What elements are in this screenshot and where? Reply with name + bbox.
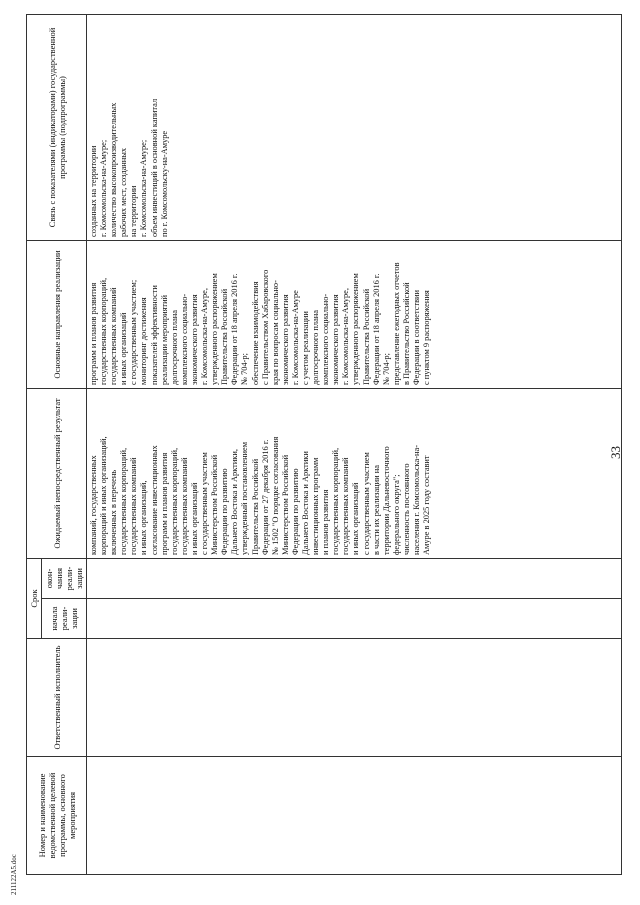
result-line: и иных организаций <box>189 482 199 555</box>
result-line: и планов развития <box>321 489 331 555</box>
result-line: и иных организаций, <box>139 480 149 555</box>
direction-line: края по вопросам социально- <box>270 280 280 385</box>
cell-result <box>87 389 622 559</box>
page-number: 33 <box>608 446 623 459</box>
direction-line: с государственным участием; <box>129 279 139 385</box>
table-header-row <box>27 15 42 875</box>
direction-line: Федерации от 18 апреля 2016 г. <box>371 273 381 385</box>
direction-line: государственных корпораций, <box>99 277 109 385</box>
result-line: Федерации по развитию <box>220 468 230 555</box>
result-line: и иных организаций <box>351 482 361 555</box>
direction-line: Федерации от 18 апреля 2016 г. <box>230 273 240 385</box>
direction-line: с учетом реализации <box>300 311 310 385</box>
direction-line: долгосрочного плана <box>311 310 321 385</box>
indicator-line: на территории <box>129 185 139 237</box>
result-line: государственных корпораций, <box>169 447 179 555</box>
direction-line: с Правительством Хабаровского <box>260 269 270 385</box>
result-line: государственных компаний <box>179 457 189 555</box>
result-line: государственных компаний <box>341 457 351 555</box>
result-line: с государственным участием <box>200 452 210 555</box>
direction-line: № 704-р; <box>240 353 250 385</box>
header-indicators: Связь с показателями (индикаторами) государственной программы (подпрограммы) <box>27 15 87 241</box>
direction-line: долгосрочного плана <box>169 310 179 385</box>
result-line: численность постоянного <box>401 463 411 555</box>
indicator-line: по г. Комсомольску-на-Амуре <box>159 130 169 237</box>
result-line: Амуре в 2025 году составит <box>422 455 432 555</box>
result-line: Федерации по развитию <box>290 468 300 555</box>
direction-line: № 704-р; <box>381 353 391 385</box>
header-term: Срок <box>27 559 42 639</box>
direction-line: обеспечение взаимодействия <box>250 281 260 385</box>
direction-line: экономического развития <box>280 294 290 385</box>
result-line: Федерации от 27 декабря 2016 г. <box>260 439 270 555</box>
direction-line: мониторинг достижения <box>139 297 149 385</box>
cell-number-name <box>87 757 622 875</box>
direction-line: экономического развития <box>331 294 341 385</box>
result-line: государственных корпораций, <box>119 447 129 555</box>
direction-line: программ и планов развития <box>89 282 98 385</box>
result-line: территории Дальневосточного <box>381 446 391 555</box>
indicator-line: г. Комсомольска-на-Амуре; <box>139 139 149 237</box>
header-executor: Ответственный исполнитель <box>27 639 87 757</box>
table-row <box>87 15 622 875</box>
direction-line: г. Комсомольска-на-Амуре, <box>341 288 351 385</box>
result-line: Дальнего Востока и Арктики, <box>230 449 240 555</box>
result-line: программ и планов развития <box>159 452 169 555</box>
cell-term-end <box>87 559 622 599</box>
result-line: Министерством Российской <box>210 454 220 555</box>
direction-line: экономического развития <box>189 294 199 385</box>
result-line: государственных компаний <box>129 457 139 555</box>
direction-line: утвержденного распоряжением <box>210 273 220 385</box>
direction-line: утвержденного распоряжением <box>351 273 361 385</box>
program-table <box>26 14 622 875</box>
direction-line: Федерации в соответствии <box>412 289 421 385</box>
direction-line: Правительства Российской <box>361 288 371 385</box>
result-line: федерального округа"; <box>391 474 401 555</box>
result-line: корпораций и иных организаций, <box>99 436 109 555</box>
direction-line: Правительства Российской <box>220 288 230 385</box>
result-line: инвестиционных программ <box>311 457 321 555</box>
result-line: № 1502 "О порядке согласования <box>270 436 280 555</box>
direction-line: в Правительство Российской <box>401 282 411 385</box>
document-code: 211122А5.doc <box>10 854 18 895</box>
result-line: Министерством Российской <box>280 454 290 555</box>
direction-line: г. Комсомольска-на-Амуре <box>290 290 300 385</box>
result-line: согласование инвестиционных <box>149 445 159 555</box>
header-term-end: окон-чания реали-зации <box>42 559 87 599</box>
direction-line: и иных организаций <box>119 312 129 385</box>
indicator-line: г. Комсомольска-на-Амуре; <box>99 139 109 237</box>
header-result: Ожидаемый непосредственный результат <box>27 389 87 559</box>
direction-line: г. Комсомольска-на-Амуре, <box>200 288 210 385</box>
direction-line: представление ежегодных отчетов <box>391 262 401 385</box>
result-line: населения г. Комсомольска-на- <box>412 445 421 555</box>
direction-line: комплексного социально- <box>179 293 189 385</box>
direction-line: с пунктом 9 распоряжения <box>422 290 432 385</box>
cell-directions <box>87 241 622 389</box>
header-number-name: Номер и наименование ведомственной целевой программы, основного мероприятия <box>27 757 87 875</box>
result-line: в части их реализации на <box>371 465 381 555</box>
result-line: компаний, государственных <box>89 455 98 555</box>
indicator-line: количество высокопроизводительных <box>109 102 119 237</box>
indicator-line: рабочих мест, созданных <box>119 147 129 237</box>
cell-executor <box>87 639 622 757</box>
direction-line: показателей эффективности <box>149 285 159 385</box>
cell-term-start <box>87 599 622 639</box>
result-line: утвержденный постановлением <box>240 441 250 555</box>
result-line: государственных корпораций, <box>331 447 341 555</box>
result-line: Правительства Российской <box>250 458 260 555</box>
direction-line: комплексного социально- <box>321 293 331 385</box>
header-term-start: начала реали-зации <box>42 599 87 639</box>
indicator-line: созданных на территории <box>89 145 98 237</box>
result-line: Дальнего Востока и Арктики <box>300 451 310 555</box>
direction-line: государственных компаний <box>109 287 119 385</box>
indicator-line: объем инвестиций в основной капитал <box>149 98 159 237</box>
result-line: включенных в перечень <box>109 469 119 555</box>
header-directions: Основные направления реализации <box>27 241 87 389</box>
result-line: с государственным участием <box>361 452 371 555</box>
cell-indicators <box>87 15 622 241</box>
direction-line: реализации мероприятий <box>159 294 169 385</box>
